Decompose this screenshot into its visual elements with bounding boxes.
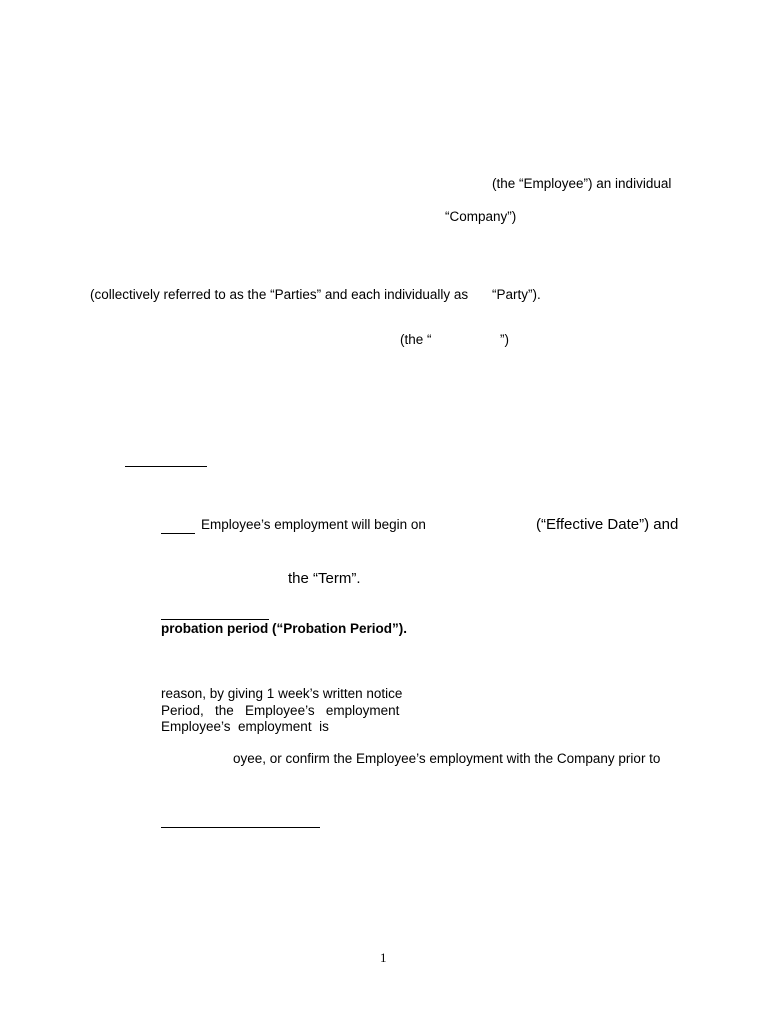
page-number: 1: [380, 950, 387, 965]
definition-open-quote: (the “: [400, 332, 432, 347]
employment-start-text: Employee’s employment will begin on: [201, 517, 426, 532]
party-definition: “Party”).: [492, 287, 541, 302]
definition-close-quote: ”): [500, 332, 509, 347]
probation-line-3: Employee’s employment is: [161, 719, 329, 734]
section-heading-underline: [125, 466, 207, 467]
probation-heading-underline: [161, 619, 269, 620]
probation-line-1: reason, by giving 1 week’s written notice: [161, 686, 403, 701]
probation-line-4: oyee, or confirm the Employee’s employment with the Company prior to: [233, 751, 661, 766]
probation-line-2: Period, the Employee’s employment: [161, 703, 400, 718]
clause-number-underline: [161, 533, 195, 534]
term-definition: the “Term”.: [288, 570, 361, 587]
parties-definition: (collectively referred to as the “Parties” and each individually as: [90, 287, 469, 302]
probation-heading: probation period (“Probation Period”).: [161, 621, 407, 636]
company-definition: “Company”): [445, 209, 517, 224]
employee-definition: (the “Employee”) an individual: [492, 176, 672, 191]
signature-line: [161, 827, 320, 828]
effective-date-definition: (“Effective Date”) and: [536, 516, 679, 533]
